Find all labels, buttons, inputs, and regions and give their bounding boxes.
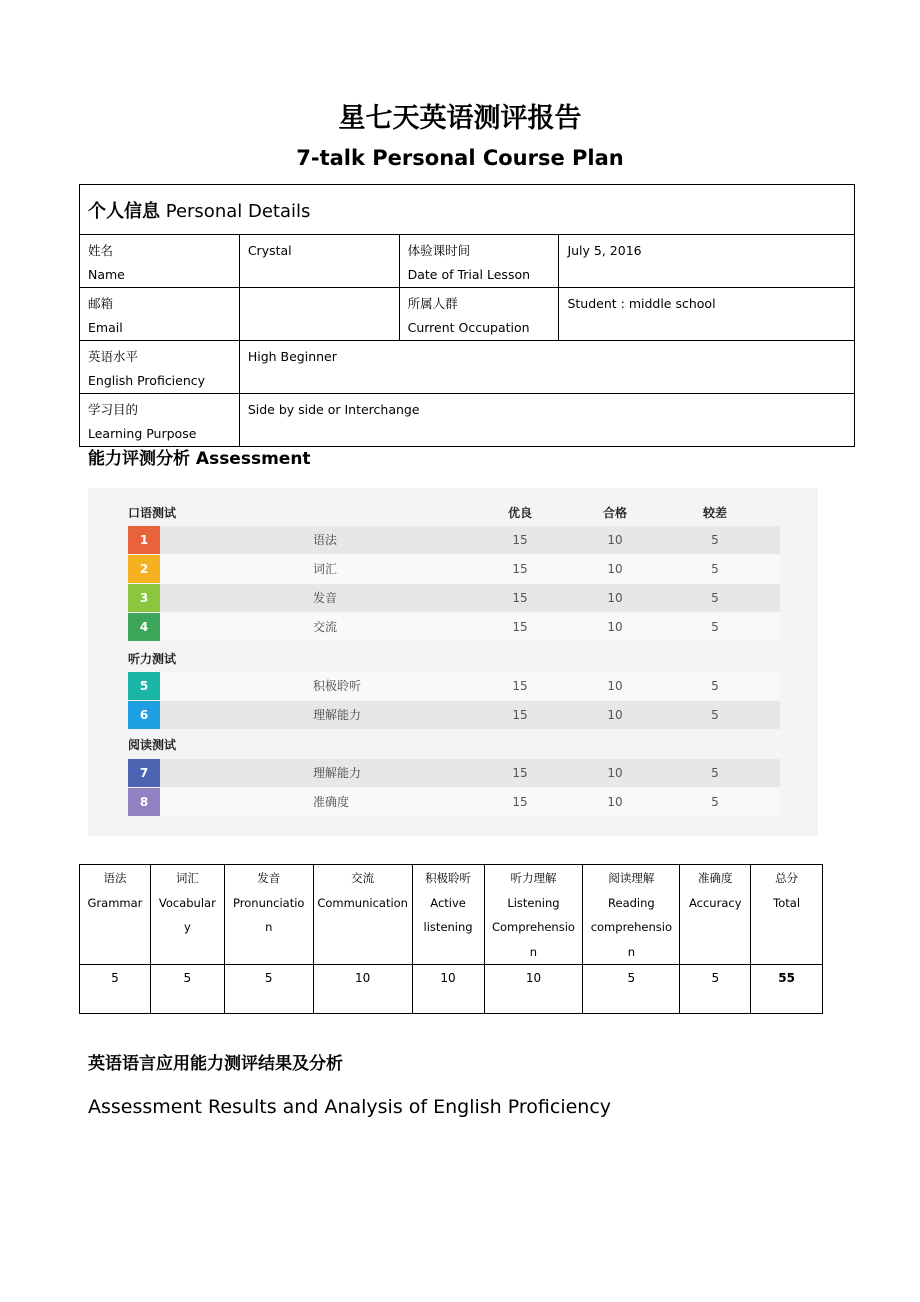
row-pass-value: 10 — [607, 795, 623, 809]
section-label-reading: 阅读测试 — [128, 738, 177, 752]
name-label — [80, 235, 240, 288]
name-value: Crystal — [239, 235, 399, 288]
score-header-cn: 发音 — [257, 871, 281, 885]
score-header-en: Grammar — [87, 895, 143, 910]
row-pass-value: 10 — [607, 562, 623, 576]
row-skill-name: 语法 — [313, 533, 338, 547]
personal-details-title-en: Personal Details — [165, 200, 311, 222]
score-header-cn: 总分 — [775, 871, 799, 885]
row-skill-name: 发音 — [313, 591, 338, 605]
results-subheading: Assessment Results and Analysis of English Proficiency — [88, 1096, 612, 1118]
score-header-vocabulary — [150, 865, 224, 965]
score-header-grammar — [80, 865, 151, 965]
score-header-en: y — [183, 920, 191, 934]
row-poor-value: 5 — [711, 620, 719, 634]
row-poor-value: 5 — [711, 679, 719, 693]
row-pass-value: 10 — [607, 766, 623, 780]
assessment-row — [128, 672, 780, 700]
email-label-cn: 邮箱 — [88, 296, 114, 311]
row-pass-value: 10 — [607, 708, 623, 722]
purpose-label-en: Learning Purpose — [88, 426, 197, 441]
personal-details-title-cn: 个人信息 — [88, 200, 160, 222]
purpose-label-cn: 学习目的 — [88, 402, 139, 417]
occupation-label-cn: 所属人群 — [407, 296, 458, 311]
row-number-badge: 6 — [128, 701, 160, 729]
score-header-en: Listening — [507, 895, 560, 910]
report-title: 星七天英语测评报告 — [338, 103, 582, 134]
score-header-accuracy — [680, 865, 751, 965]
column-header-pass: 合格 — [602, 506, 627, 520]
row-pass-value: 10 — [607, 679, 623, 693]
section-label-listening: 听力测试 — [128, 652, 177, 666]
score-header-active-listening — [412, 865, 484, 965]
proficiency-label-en: English Proficiency — [88, 373, 206, 388]
row-excellent-value: 15 — [512, 679, 528, 693]
row-skill-name: 理解能力 — [313, 708, 362, 722]
trial-date-label-en: Date of Trial Lesson — [407, 267, 531, 282]
score-value-grammar: 5 — [80, 965, 151, 1014]
row-number-badge: 5 — [128, 672, 160, 700]
section-label-speaking: 口语测试 — [128, 506, 177, 520]
assessment-row — [128, 555, 780, 583]
row-excellent-value: 15 — [512, 591, 528, 605]
row-poor-value: 5 — [711, 562, 719, 576]
score-header-communication — [313, 865, 412, 965]
personal-details-table — [79, 184, 855, 447]
row-skill-name: 准确度 — [313, 795, 350, 809]
row-skill-name: 理解能力 — [313, 766, 362, 780]
proficiency-label-cn: 英语水平 — [88, 349, 139, 364]
column-header-excellent: 优良 — [507, 506, 532, 520]
row-skill-name: 词汇 — [313, 562, 338, 576]
row-pass-value: 10 — [607, 533, 623, 547]
name-label-cn: 姓名 — [88, 243, 114, 258]
score-header-en: n — [265, 920, 273, 934]
purpose-label — [80, 394, 240, 447]
personal-details-header — [80, 185, 855, 235]
purpose-value: Side by side or Interchange — [239, 394, 854, 447]
row-excellent-value: 15 — [512, 795, 528, 809]
proficiency-label — [80, 341, 240, 394]
row-number-badge: 7 — [128, 759, 160, 787]
score-header-en: Vocabular — [158, 895, 216, 910]
email-label — [80, 288, 240, 341]
score-header-cn: 词汇 — [175, 871, 199, 885]
assessment-row — [128, 701, 780, 729]
proficiency-value: High Beginner — [239, 341, 854, 394]
results-heading: 英语语言应用能力测评结果及分析 — [88, 1054, 343, 1074]
score-header-total — [751, 865, 823, 965]
score-header-reading-comprehension — [583, 865, 680, 965]
assessment-panel — [88, 488, 818, 836]
row-number-badge: 4 — [128, 613, 160, 641]
score-header-en: Comprehensio — [491, 920, 575, 934]
assessment-row — [128, 613, 780, 641]
score-header-en: Communication — [317, 895, 408, 910]
trial-date-label-cn: 体验课时间 — [407, 243, 471, 258]
occupation-value: Student : middle school — [559, 288, 855, 341]
score-value-total: 55 — [751, 965, 823, 1014]
assessment-row — [128, 584, 780, 612]
score-header-cn: 听力理解 — [510, 871, 557, 885]
row-excellent-value: 15 — [512, 533, 528, 547]
assessment-row — [128, 788, 780, 816]
score-value-reading-comprehension: 5 — [583, 965, 680, 1014]
score-value-communication: 10 — [313, 965, 412, 1014]
row-poor-value: 5 — [711, 708, 719, 722]
score-header-en: n — [627, 944, 635, 959]
row-poor-value: 5 — [711, 795, 719, 809]
score-header-cn: 准确度 — [698, 871, 733, 885]
score-value-accuracy: 5 — [680, 965, 751, 1014]
score-header-listening-comprehension — [484, 865, 583, 965]
score-header-en: listening — [423, 920, 473, 934]
score-header-en: Reading — [608, 895, 655, 910]
email-value — [239, 288, 399, 341]
score-value-vocabulary: 5 — [150, 965, 224, 1014]
score-header-cn: 交流 — [351, 871, 375, 885]
score-header-en: comprehensio — [590, 920, 672, 934]
row-excellent-value: 15 — [512, 562, 528, 576]
assessment-heading: 能力评测分析 Assessment — [88, 449, 311, 469]
score-header-en: Total — [773, 895, 801, 910]
row-number-badge: 3 — [128, 584, 160, 612]
occupation-label-en: Current Occupation — [407, 320, 530, 335]
report-subtitle: 7-talk Personal Course Plan — [296, 146, 624, 170]
row-number-badge: 8 — [128, 788, 160, 816]
score-header-pronunciation — [224, 865, 313, 965]
score-header-cn: 阅读理解 — [608, 871, 655, 885]
email-label-en: Email — [88, 320, 123, 335]
row-poor-value: 5 — [711, 533, 719, 547]
assessment-row — [128, 759, 780, 787]
row-pass-value: 10 — [607, 620, 623, 634]
score-value-pronunciation: 5 — [224, 965, 313, 1014]
row-number-badge: 1 — [128, 526, 160, 554]
row-skill-name: 积极聆听 — [313, 679, 362, 693]
score-value-active-listening: 10 — [412, 965, 484, 1014]
row-skill-name: 交流 — [313, 620, 338, 634]
score-header-en: Pronunciatio — [233, 895, 305, 910]
score-header-en: n — [529, 944, 538, 959]
name-label-en: Name — [88, 267, 125, 282]
row-excellent-value: 15 — [512, 708, 528, 722]
score-header-cn: 积极聆听 — [425, 871, 472, 885]
occupation-label — [399, 288, 559, 341]
score-value-listening-comprehension: 10 — [484, 965, 583, 1014]
score-header-cn: 语法 — [103, 871, 127, 885]
assessment-row — [128, 526, 780, 554]
row-excellent-value: 15 — [512, 620, 528, 634]
row-poor-value: 5 — [711, 591, 719, 605]
row-excellent-value: 15 — [512, 766, 528, 780]
score-header-en: Accuracy — [689, 895, 742, 910]
trial-date-label — [399, 235, 559, 288]
row-poor-value: 5 — [711, 766, 719, 780]
score-header-en: Active — [430, 895, 466, 910]
trial-date-value: July 5, 2016 — [559, 235, 855, 288]
score-table — [79, 864, 823, 1014]
column-header-poor: 较差 — [702, 506, 727, 520]
row-number-badge: 2 — [128, 555, 160, 583]
row-pass-value: 10 — [607, 591, 623, 605]
